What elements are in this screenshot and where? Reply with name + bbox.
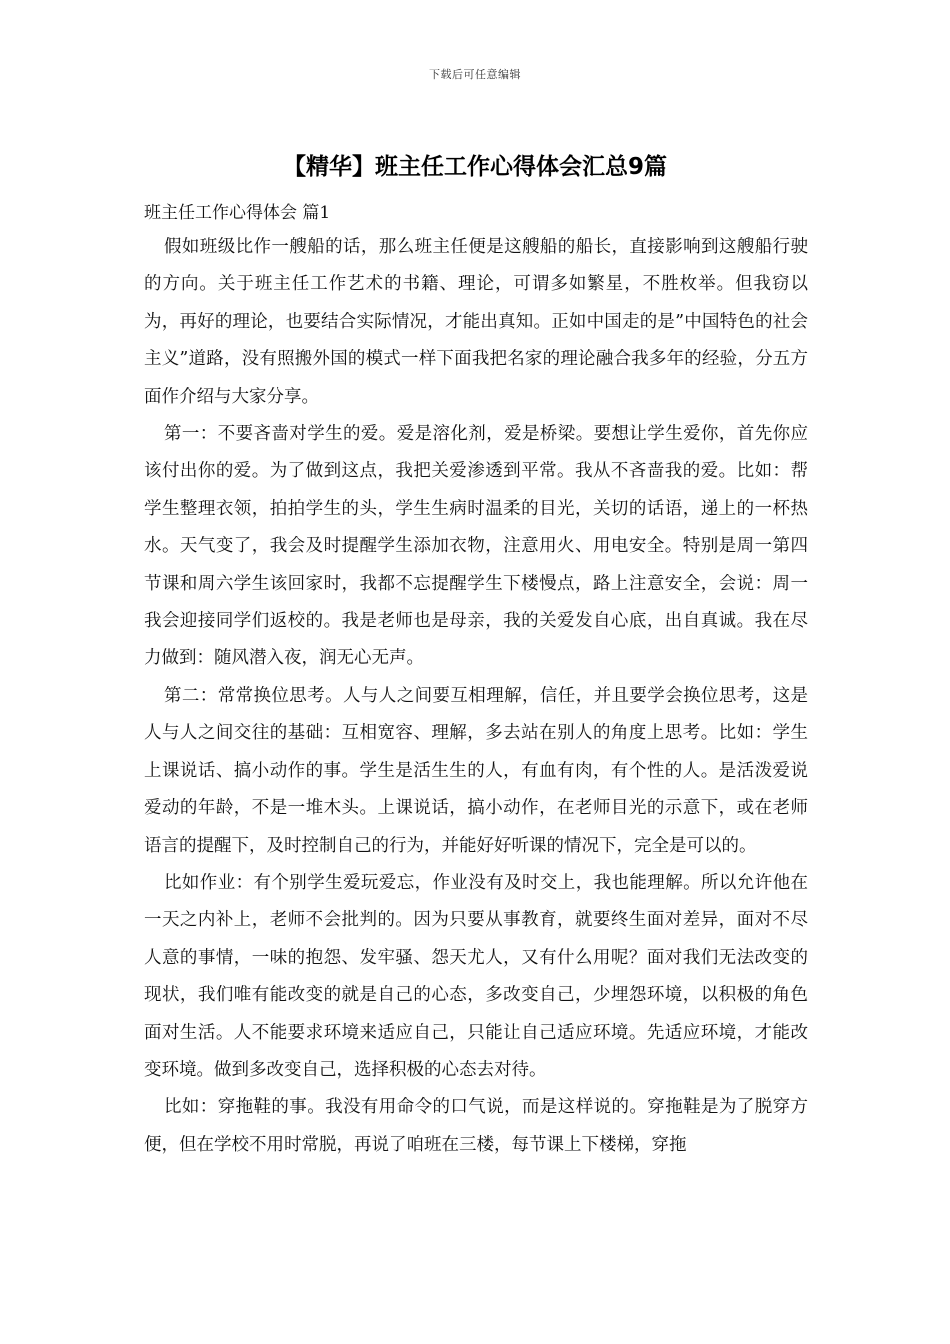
paragraph: 比如作业：有个别学生爱玩爱忘，作业没有及时交上，我也能理解。所以允许他在一天之内补上，老师不会批判的。因为只要从事教育，就要终生面对差异，面对不尽人意的事情，一味的抱怨、发牢骚、怨天尤人，又有什么用呢？面对我们无法改变的现状，我们唯有能改变的就是自己的心态，多改变自己，少埋怨环境，以积极的角色面对生活。人不能要求环境来适应自己，只能让自己适应环境。先适应环境，才能改变环境。做到多改变自己，选择积极的心态去对待。: [144, 872, 808, 1080]
paragraph: 假如班级比作一艘船的话，那么班主任便是这艘船的船长，直接影响到这艘船行驶的方向。关于班主任工作艺术的书籍、理论，可谓多如繁星，不胜枚举。但我窃以为，再好的理论，也要结合实际情况，才能出真知。正如中国走的是”中国特色的社会主义”道路，没有照搬外国的模式一样下面我把名家的理论融合我多年的经验，分五方面作介绍与大家分享。: [144, 237, 808, 407]
paragraph: 第二：常常换位思考。人与人之间要互相理解，信任，并且要学会换位思考，这是人与人之间交往的基础：互相宽容、理解，多去站在别人的角度上思考。比如：学生上课说话、搞小动作的事。学生是活生生的人，有血有肉，有个性的人。是活泼爱说爱动的年龄，不是一堆木头。上课说话，搞小动作，在老师目光的示意下，或在老师语言的提醒下，及时控制自己的行为，并能好好听课的情况下，完全是可以的。: [144, 685, 808, 856]
paragraph: 第一：不要吝啬对学生的爱。爱是溶化剂，爱是桥梁。要想让学生爱你，首先你应该付出你的爱。为了做到这点，我把关爱渗透到平常。我从不吝啬我的爱。比如：帮学生整理衣领，拍拍学生的头，学生生病时温柔的目光，关切的话语，递上的一杯热水。天气变了，我会及时提醒学生添加衣物，注意用火、用电安全。特别是周一第四节课和周六学生该回家时，我都不忘提醒学生下楼慢点，路上注意安全，会说：周一我会迎接同学们返校的。我是老师也是母亲，我的关爱发自心底，出自真诚。我在尽力做到：随风潜入夜，润无心无声。: [144, 424, 808, 669]
page-header-note: 下载后可任意编辑: [429, 68, 521, 81]
paragraph: 比如：穿拖鞋的事。我没有用命令的口气说，而是这样说的。穿拖鞋是为了脱穿方便，但在学校不用时常脱，再说了咱班在三楼，每节课上下楼梯，穿拖: [144, 1097, 808, 1155]
section-heading: 班主任工作心得体会 篇1: [144, 203, 331, 223]
document-body: [144, 229, 808, 1164]
document-title: 【精华】班主任工作心得体会汇总9篇: [282, 154, 667, 180]
